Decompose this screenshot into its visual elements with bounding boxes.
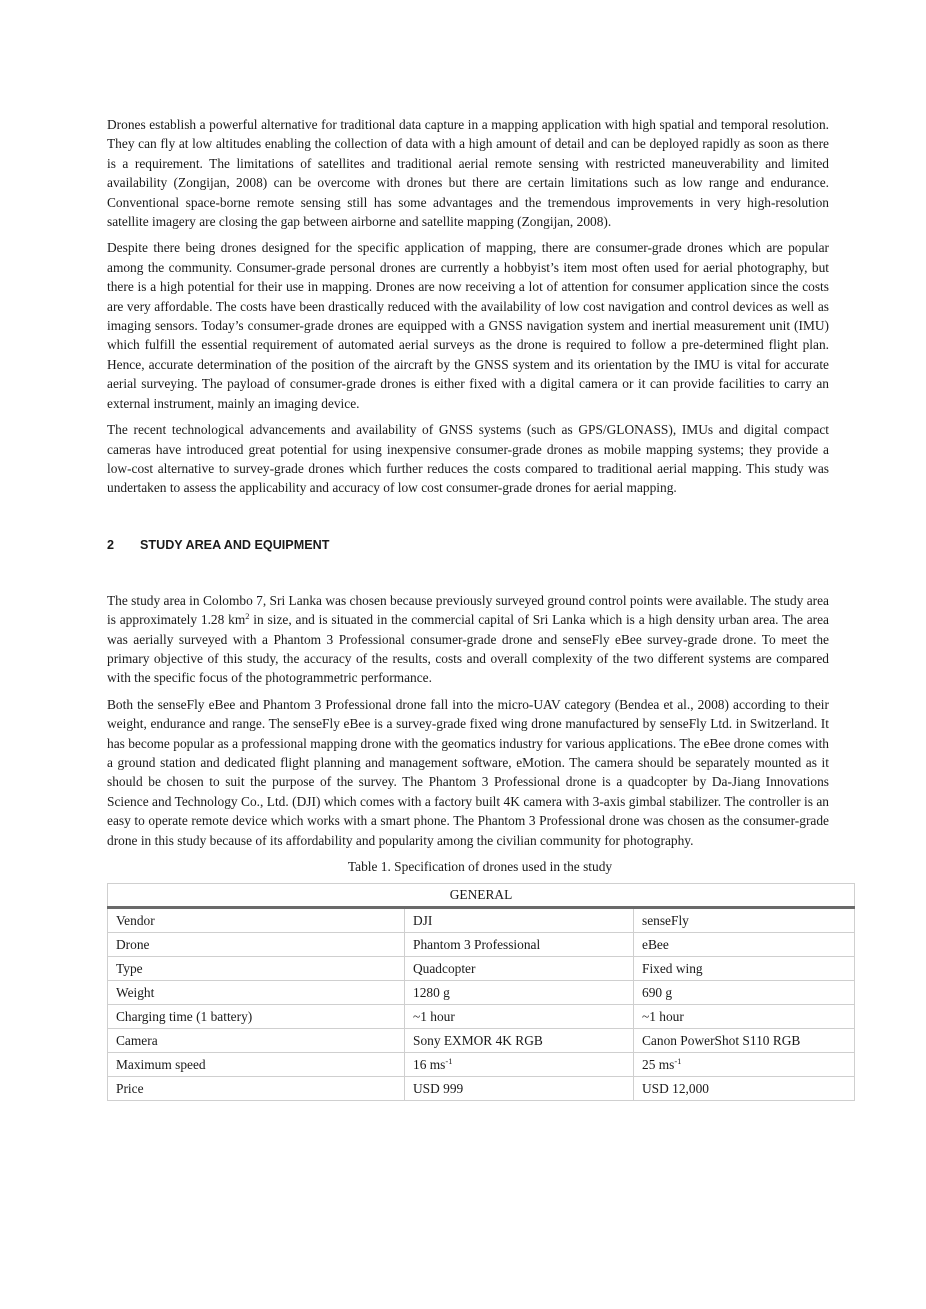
dji-value	[405, 933, 634, 957]
dji-value	[405, 908, 634, 933]
sensefly-value-superscript: -1	[674, 1055, 682, 1066]
table-row	[108, 908, 855, 933]
document-page	[107, 115, 829, 1101]
sensefly-value-text: senseFly	[642, 912, 689, 928]
table-row	[108, 1005, 855, 1029]
dji-value	[405, 1053, 634, 1077]
sensefly-value-text: ~1 hour	[642, 1008, 684, 1024]
row-label-text: Maximum speed	[116, 1056, 206, 1072]
dji-value-text: Sony EXMOR 4K RGB	[413, 1032, 543, 1048]
dji-value-text: DJI	[413, 912, 433, 928]
dji-value-superscript: -1	[445, 1055, 453, 1066]
dji-value	[405, 1077, 634, 1101]
row-label	[108, 1077, 405, 1101]
section-title: STUDY AREA AND EQUIPMENT	[140, 537, 330, 552]
row-label-text: Vendor	[116, 912, 155, 928]
table-row	[108, 1029, 855, 1053]
study-area-text-after: in size, and is situated in the commercial capital of Sri Lanka which is a high density urban area. The area was aerially surveyed with a Phantom 3 Professional consumer-grade drone and senseFly eBee survey-grade drone. To meet the primary objective of this study, the accuracy of the results, costs and overall complexity of the two different systems are compared with the specific focus of the photogrammetric performance.	[107, 612, 829, 686]
sensefly-value	[634, 933, 855, 957]
sensefly-value-text: 690 g	[642, 984, 673, 1000]
table-header-row	[108, 884, 855, 908]
intro-paragraph-1: Drones establish a powerful alternative for traditional data capture in a mapping application with high spatial and temporal resolution. They can fly at low altitudes enabling the collection of data with a high amount of detail and can be deployed rapidly as soon as there is a requirement. The limitations of satellites and traditional aerial remote sensing with restricted maneuverability and limited availability (Zongijan, 2008) can be overcome with drones but there are certain limitations such as low range and endurance. Conventional space-borne remote sensing still has some advantages and the tremendous improvements in very high-resolution satellite imagery are closing the gap between airborne and satellite mapping (Zongijan, 2008).	[107, 117, 829, 230]
dji-value-text: 16 ms	[413, 1056, 446, 1072]
sensefly-value	[634, 957, 855, 981]
sensefly-value	[634, 1005, 855, 1029]
intro-paragraph-2: Despite there being drones designed for the specific application of mapping, there are consumer-grade drones which are popular among the community. Consumer-grade personal drones are currently a hobbyist’s item most often used for aerial photography, but there is a high potential for their use in mapping. Drones are now receiving a lot of attention for consumer application since the costs are very affordable. The costs have been drastically reduced with the availability of low cost navigation and control devices as well as imaging sensors. Today’s consumer-grade drones are equipped with a GNSS navigation system and inertial measurement unit (IMU) which fulfill the essential requirement of automated aerial surveys as the drone is required to follow a pre-determined flight plan. Hence, accurate determination of the position of the aircraft by the GNSS system and its orientation by the IMU is vital for accurate aerial surveying. The payload of consumer-grade drones is either fixed with a digital camera or it can provide facilities to carry an external instrument, mainly an imaging device.	[107, 240, 829, 411]
section-number: 2	[107, 537, 115, 552]
table-row	[108, 1053, 855, 1077]
sensefly-value	[634, 1029, 855, 1053]
superscript: 2	[245, 611, 250, 622]
row-label-text: Charging time (1 battery)	[116, 1008, 253, 1024]
sensefly-value-text: 25 ms	[642, 1056, 675, 1072]
table-caption: Table 1. Specification of drones used in the study	[347, 859, 613, 874]
sensefly-value-text: Canon PowerShot S110 RGB	[642, 1032, 801, 1048]
row-label	[108, 1029, 405, 1053]
dji-value-text: ~1 hour	[413, 1008, 455, 1024]
section-heading	[107, 535, 829, 555]
dji-value	[405, 1029, 634, 1053]
dji-value	[405, 981, 634, 1005]
row-label-text: Price	[116, 1080, 144, 1096]
sensefly-value-text: USD 12,000	[642, 1080, 709, 1096]
dji-value-text: USD 999	[413, 1080, 464, 1096]
table-row	[108, 981, 855, 1005]
equipment-paragraph: Both the senseFly eBee and Phantom 3 Professional drone fall into the micro-UAV category (Bendea et al., 2008) according to their weight, endurance and range. The senseFly eBee is a survey-grade fixed wing drone manufactured by senseFly Ltd. in Switzerland. It has become popular as a professional mapping drone with the geomatics industry for various applications. The eBee drone comes with a ground station and dedicated flight planning and management software, eMotion. The camera should be separately mounted as it should be chosen to suit the purpose of the survey. The Phantom 3 Professional drone is a quadcopter by Da-Jiang Innovations Science and Technology Co., Ltd. (DJI) which comes with a factory built 4K camera with 3-axis gimbal stabilizer. The controller is an easy to operate remote device which works with a smart phone. The Phantom 3 Professional drone was chosen as the consumer-grade drone in this study because of its affordability and popularity among the civilian community for photography.	[107, 696, 829, 848]
study-area-text-before: The study area in Colombo 7, Sri Lanka was chosen because previously surveyed ground control points were available. The study area is approximately 1.28 km	[107, 592, 829, 628]
row-label	[108, 1053, 405, 1077]
table-row	[108, 933, 855, 957]
intro-paragraph-3: The recent technological advancements and availability of GNSS systems (such as GPS/GLONASS), IMUs and digital compact cameras have introduced great potential for using inexpensive consumer-grade drones as mobile mapping systems; they provide a low-cost alternative to survey-grade drones which further reduces the costs compared to traditional aerial mapping. This study was undertaken to assess the applicability and accuracy of low cost consumer-grade drones for aerial mapping.	[107, 422, 829, 496]
row-label-text: Type	[116, 960, 143, 976]
dji-value	[405, 957, 634, 981]
study-area-paragraph	[107, 591, 829, 688]
sensefly-value-text: eBee	[642, 936, 669, 952]
row-label	[108, 1005, 405, 1029]
table-row	[108, 957, 855, 981]
row-label	[108, 957, 405, 981]
specification-table	[107, 883, 855, 1101]
row-label	[108, 981, 405, 1005]
dji-value	[405, 1005, 634, 1029]
sensefly-value	[634, 981, 855, 1005]
row-label-text: Weight	[116, 984, 155, 1000]
sensefly-value	[634, 1077, 855, 1101]
dji-value-text: Phantom 3 Professional	[413, 936, 541, 952]
sensefly-value	[634, 908, 855, 933]
sensefly-value	[634, 1053, 855, 1077]
table-row	[108, 1077, 855, 1101]
dji-value-text: Quadcopter	[413, 960, 476, 976]
row-label-text: Camera	[116, 1032, 158, 1048]
dji-value-text: 1280 g	[413, 984, 450, 1000]
table-header-general: GENERAL	[108, 884, 855, 908]
row-label-text: Drone	[116, 936, 150, 952]
row-label	[108, 933, 405, 957]
sensefly-value-text: Fixed wing	[642, 960, 703, 976]
section-spacer	[107, 555, 829, 591]
row-label	[108, 908, 405, 933]
